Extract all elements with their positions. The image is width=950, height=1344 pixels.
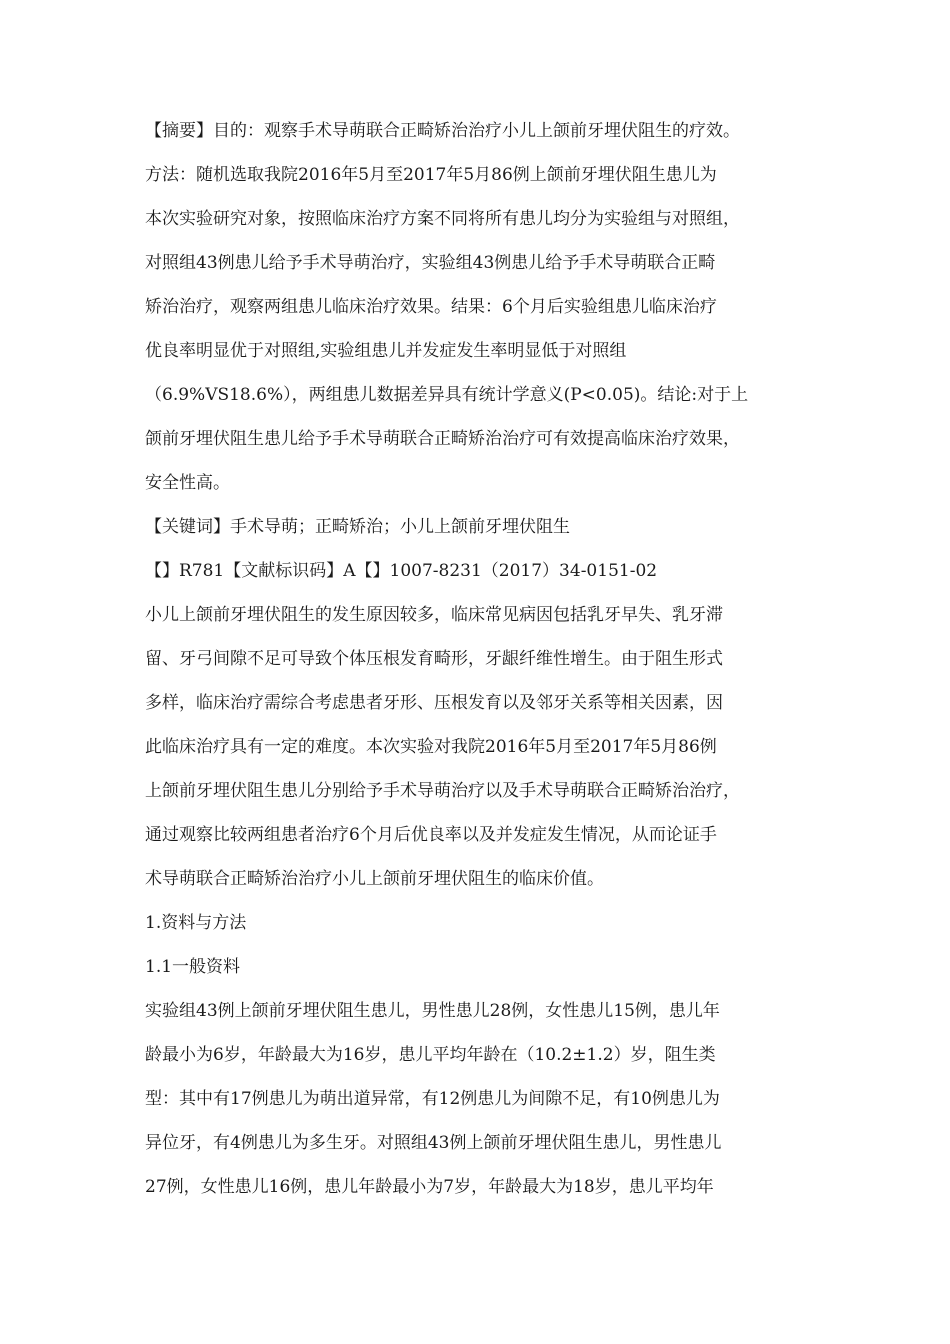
intro-line: 此临床治疗具有一定的难度。本次实验对我院2016年5月至2017年5月86例 [145,737,717,757]
body-line: 实验组43例上颌前牙埋伏阻生患儿，男性患儿28例，女性患儿15例，患儿年 [145,1001,720,1021]
abstract-line: 本次实验研究对象，按照临床治疗方案不同将所有患儿均分为实验组与对照组， [145,209,740,229]
abstract-line: 方法：随机选取我院2016年5月至2017年5月86例上颌前牙埋伏阻生患儿为 [145,165,717,185]
subsection-heading: 1.1一般资料 [145,957,241,977]
abstract-line: 安全性高。 [145,473,230,493]
keywords-line: 【关键词】手术导萌；正畸矫治；小儿上颌前牙埋伏阻生 [145,517,570,537]
classification-line: 【】R781【文献标识码】A【】1007-8231（2017）34-0151-02 [145,561,658,581]
body-line: 27例，女性患儿16例，患儿年龄最小为7岁，年龄最大为18岁，患儿平均年 [145,1177,714,1197]
body-line: 异位牙，有4例患儿为多生牙。对照组43例上颌前牙埋伏阻生患儿，男性患儿 [145,1133,722,1153]
intro-line: 小儿上颌前牙埋伏阻生的发生原因较多，临床常见病因包括乳牙早失、乳牙滞 [145,605,723,625]
intro-line: 通过观察比较两组患者治疗6个月后优良率以及并发症发生情况，从而论证手 [145,825,717,845]
body-line: 型：其中有17例患儿为萌出道异常，有12例患儿为间隙不足，有10例患儿为 [145,1089,720,1109]
abstract-line: 【摘要】目的：观察手术导萌联合正畸矫治治疗小儿上颌前牙埋伏阻生的疗效。 [145,121,740,141]
abstract-line: 对照组43例患儿给予手术导萌治疗，实验组43例患儿给予手术导萌联合正畸 [145,253,716,273]
intro-line: 留、牙弓间隙不足可导致个体压根发育畸形，牙龈纤维性增生。由于阻生形式 [145,649,723,669]
abstract-line: （6.9%VS18.6%），两组患儿数据差异具有统计学意义(P<0.05)。结论:对于上 [145,385,749,405]
intro-line: 上颌前牙埋伏阻生患儿分别给予手术导萌治疗以及手术导萌联合正畸矫治治疗， [145,781,740,801]
section-heading: 1.资料与方法 [145,913,247,933]
abstract-line: 颌前牙埋伏阻生患儿给予手术导萌联合正畸矫治治疗可有效提高临床治疗效果， [145,429,740,449]
body-line: 龄最小为6岁，年龄最大为16岁，患儿平均年龄在（10.2±1.2）岁，阻生类 [145,1045,716,1065]
intro-line: 术导萌联合正畸矫治治疗小儿上颌前牙埋伏阻生的临床价值。 [145,869,604,889]
intro-line: 多样，临床治疗需综合考虑患者牙形、压根发育以及邻牙关系等相关因素，因 [145,693,723,713]
abstract-line: 矫治治疗，观察两组患儿临床治疗效果。结果：6个月后实验组患儿临床治疗 [145,297,717,317]
abstract-line: 优良率明显优于对照组,实验组患儿并发症发生率明显低于对照组 [145,341,627,361]
